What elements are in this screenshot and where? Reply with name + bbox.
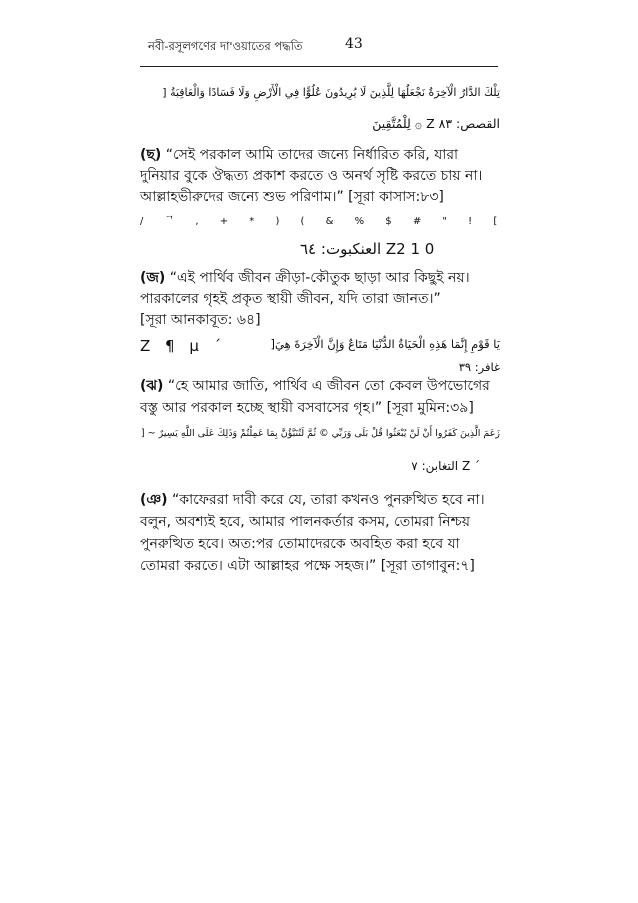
paragraph-line — [140, 490, 500, 510]
paragraph-line: [সূরা আনকাবূত: ৬৪] — [140, 312, 261, 328]
paragraph-line: দুনিয়ার বুকে ঔদ্ধত্য প্রকাশ করতে ও অনর্থ সৃষ্টি করতে চায় না। — [140, 168, 483, 184]
arabic-verse-line: ] ~ زَعَمَ الَّذِينَ كَفَرُوا أَنْ لَنْ يُبْعَثُوا قُلْ بَلَى وَرَبِّي © ثُمَّ لَتُنَبَّؤُنَّ بِمَا عَمِلْتُمْ وَذَلِكَ عَلَى اللَّهِ يَسِيرٌ — [140, 428, 500, 439]
translation-text: “কাফেররা দাবী করে যে, তারা কখনও পুনরুত্থিত হবে না। — [172, 492, 485, 508]
translation-text: “হে আমার জাতি, পার্থিব এ জীবন তো কেবল উপভোগের — [167, 378, 490, 394]
paragraph-line — [140, 145, 500, 165]
header-rule — [140, 66, 498, 67]
paragraph-line — [140, 268, 500, 288]
paragraph-line: পুনরুত্থিত হবে। অত:পর তোমাদেরকে অবহিত করা হবে যা — [140, 536, 460, 552]
running-title: নবী-রসূলগণের দা'ওয়াতের পদ্ধতি — [148, 39, 303, 53]
symbol-row: Z ¶ µ ´ — [140, 337, 222, 355]
page-header — [148, 36, 488, 58]
item-label: (ছ) — [140, 147, 162, 163]
item-label: (ঝ) — [140, 378, 164, 394]
symbol-row: العنكبوت: ٦٤ Z2 1 0 — [300, 240, 435, 258]
paragraph-line: পারকালের গৃহই প্রকৃত স্থায়ী জীবন, যদি তারা জানত।” — [140, 291, 441, 307]
paragraph-line: আল্লাহভীরুদের জন্যে শুভ পরিণাম।” [সূরা কাসাস:৮৩] — [140, 189, 444, 205]
paragraph-line — [140, 376, 500, 396]
paragraph-line: বস্তু আর পরকাল হচ্ছে স্থায়ী বসবাসের গৃহ।” [সূরা মুমিন:৩৯] — [140, 400, 474, 416]
arabic-verse-reference: التغابن: ٧ Z ´ — [411, 459, 480, 473]
translation-text: “এই পার্থিব জীবন ক্রীড়া-কৌতুক ছাড়া আর কিছুই নয়। — [169, 270, 470, 286]
paragraph-line: বলুন, অবশ্যই হবে, আমার পালনকর্তার কসম, তোমরা নিশ্চয় — [140, 514, 470, 530]
arabic-verse-reference: غافر: ٣٩ — [458, 360, 500, 374]
item-label: (জ) — [140, 270, 166, 286]
arabic-verse-line: ] تِلْكَ الدَّارُ الْآخِرَةُ نَجْعَلُهَا لِلَّذِينَ لَا يُرِيدُونَ عُلُوًّا فِي الْأَرْضِ وَلَا فَسَادًا وَالْعَاقِبَةُ — [162, 86, 500, 99]
item-label: (ঞ) — [140, 492, 168, 508]
arabic-verse-line: ]يَا قَوْمِ إِنَّمَا هَذِهِ الْحَيَاةُ الدُّنْيَا مَتَاعٌ وَإِنَّ الْآخِرَةَ هِيَ — [270, 337, 500, 351]
paragraph-line: তোমরা করতে। এটা আল্লাহর পক্ষে সহজ।” [সূরা তাগাবুন:৭] — [140, 558, 475, 574]
arabic-verse-reference: لِلْمُتَّقِينَ ۞ Z القصص: ٨٣ — [372, 116, 500, 131]
symbol-row: / ᄀ , + * ) ( & % $ # " ! [ — [140, 216, 498, 227]
translation-text: “সেই পরকাল আমি তাদের জন্যে নির্ধারিত করি, যারা — [165, 147, 459, 163]
page-number: 43 — [345, 36, 363, 52]
